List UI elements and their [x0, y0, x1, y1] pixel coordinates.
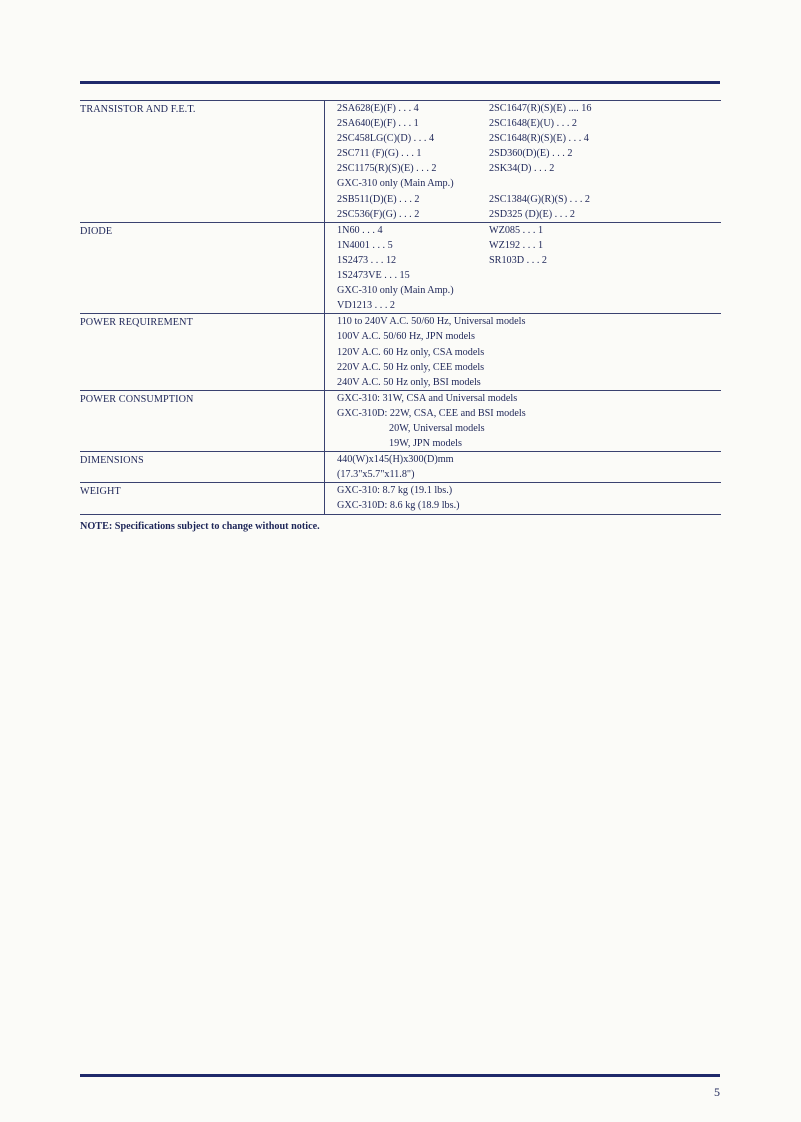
spec-value: [485, 268, 721, 283]
spec-value: WZ085 . . . 1: [485, 222, 721, 238]
spec-value: 440(W)x145(H)x300(D)mm: [325, 452, 722, 468]
spec-value: 2SC536(F)(G) . . . 2: [325, 207, 486, 223]
spec-value: 1N60 . . . 4: [325, 222, 486, 238]
spec-row: [80, 101, 721, 117]
spec-value: 2SD360(D)(E) . . . 2: [489, 148, 573, 160]
spec-value: GXC-310: 8.7 kg (19.1 lbs.): [325, 483, 722, 499]
spec-value: 20W, Universal models: [325, 421, 722, 436]
spec-value: GXC-310 only (Main Amp.): [325, 176, 486, 191]
section-label-weight: WEIGHT: [80, 483, 325, 514]
section-label-dimensions: DIMENSIONS: [80, 452, 325, 483]
spec-value: 220V A.C. 50 Hz only, CEE models: [325, 360, 722, 375]
spec-value: 110 to 240V A.C. 50/60 Hz, Universal models: [325, 314, 722, 330]
spec-value: 120V A.C. 60 Hz only, CSA models: [325, 345, 722, 360]
spec-value: (17.3"x5.7"x11.8"): [325, 467, 722, 483]
bottom-rule: [80, 1074, 720, 1077]
spec-row: [80, 452, 721, 468]
spec-value: 1S2473VE . . . 15: [325, 268, 486, 283]
spec-value: 2SC711 (F)(G) . . . 1: [325, 146, 486, 161]
spec-value: SR103D . . . 2: [489, 254, 548, 266]
section-label-power-requirement: POWER REQUIREMENT: [80, 314, 325, 390]
spec-value: 19W, JPN models: [325, 436, 722, 452]
spec-value: GXC-310D: 8.6 kg (18.9 lbs.): [325, 498, 722, 514]
page-number: 5: [714, 1085, 720, 1099]
section-label-diode: DIODE: [80, 222, 325, 314]
spec-value: 2SC1648(E)(U) . . . 2: [489, 118, 578, 130]
spec-value: 2SB511(D)(E) . . . 2: [325, 192, 486, 207]
spec-row: [80, 222, 721, 238]
spec-row: [80, 390, 721, 406]
spec-value: GXC-310: 31W, CSA and Universal models: [325, 390, 722, 406]
spec-value: 2SK34(D) . . . 2: [489, 163, 555, 175]
spec-value: WZ192 . . . 1: [489, 239, 544, 251]
specifications-table: [80, 100, 721, 515]
spec-value: GXC-310 only (Main Amp.): [325, 283, 486, 298]
spec-value: [485, 176, 721, 191]
spec-value: 1N4001 . . . 5: [325, 238, 486, 253]
spec-value: VD1213 . . . 2: [325, 298, 486, 314]
spec-value: 2SC1384(G)(R)(S) . . . 2: [489, 193, 591, 205]
specifications-note: NOTE: Specifications subject to change without notice.: [80, 521, 320, 532]
spec-value: 100V A.C. 50/60 Hz, JPN models: [325, 329, 722, 344]
spec-value: GXC-310D: 22W, CSA, CEE and BSI models: [325, 406, 722, 421]
spec-value: [485, 283, 721, 298]
section-label-transistor: TRANSISTOR AND F.E.T.: [80, 101, 325, 223]
spec-value: 1S2473 . . . 12: [325, 253, 486, 268]
spec-value: 2SC1175(R)(S)(E) . . . 2: [325, 161, 486, 176]
spec-value: 2SA628(E)(F) . . . 4: [325, 101, 486, 117]
spec-value: 2SC1647(R)(S)(E) .... 16: [485, 101, 721, 117]
spec-value: 2SA640(E)(F) . . . 1: [325, 116, 486, 131]
spec-value: 240V A.C. 50 Hz only, BSI models: [325, 375, 722, 391]
spec-value: 2SC1648(R)(S)(E) . . . 4: [489, 133, 589, 145]
spec-value: 2SC458LG(C)(D) . . . 4: [325, 131, 486, 146]
spec-row: [80, 483, 721, 499]
spec-row: [80, 314, 721, 330]
spec-value: [485, 298, 721, 314]
section-label-power-consumption: POWER CONSUMPTION: [80, 390, 325, 451]
top-rule: [80, 81, 720, 84]
spec-value: 2SD325 (D)(E) . . . 2: [489, 208, 576, 220]
